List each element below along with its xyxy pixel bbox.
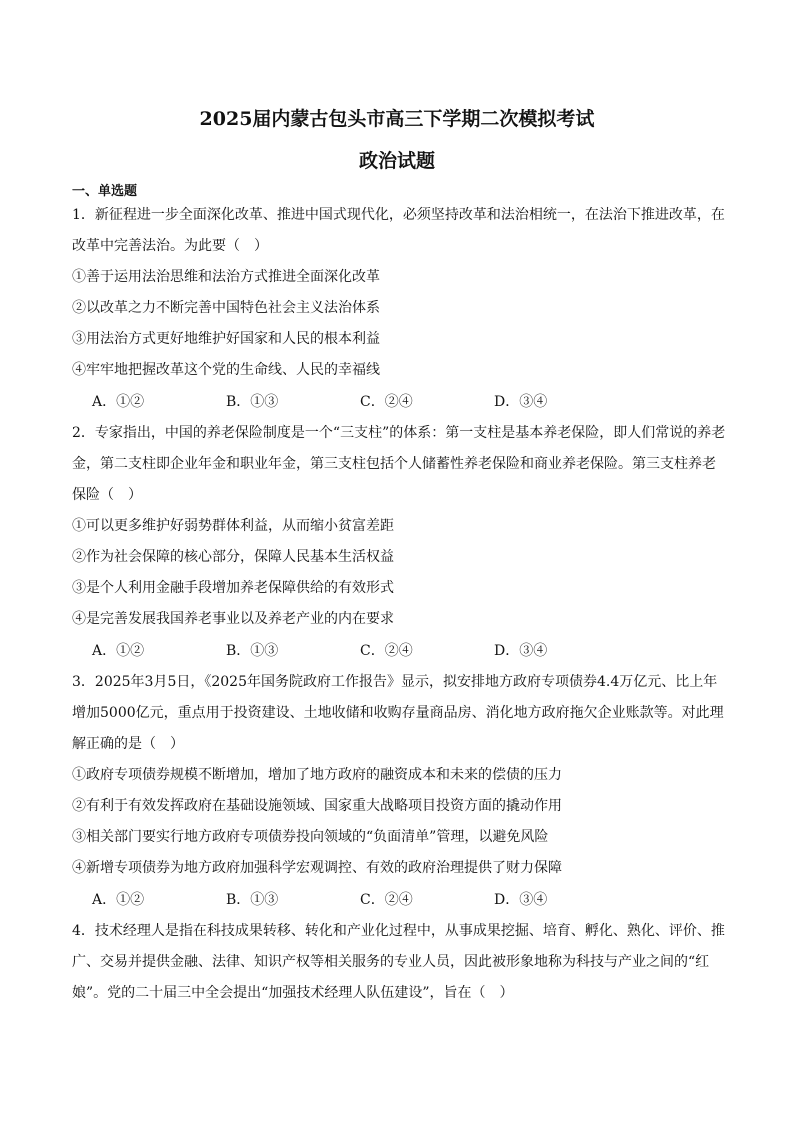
question-3-stem-line: 3．2025年3月5日，《2025年国务院政府工作报告》显示，拟安排地方政府专项债券4.4万亿元、比上年 <box>72 674 718 690</box>
option-c[interactable]: C．②④ <box>360 643 413 659</box>
option-a[interactable]: A．①② <box>92 394 145 410</box>
question-4-stem-line: 娘”。党的二十届三中全会提出“加强技术经理人队伍建设”，旨在（ ） <box>72 985 514 1001</box>
question-2-statement: ①可以更多维护好弱势群体利益，从而缩小贫富差距 <box>72 518 394 534</box>
option-d[interactable]: D．③④ <box>494 643 548 659</box>
option-b[interactable]: B．①③ <box>226 892 279 908</box>
option-b[interactable]: B．①③ <box>226 643 279 659</box>
question-3-statement: ②有利于有效发挥政府在基础设施领域、国家重大战略项目投资方面的撬动作用 <box>72 798 562 814</box>
option-b[interactable]: B．①③ <box>226 394 279 410</box>
question-1-options <box>92 392 628 412</box>
question-2-stem-line: 金，第二支柱即企业年金和职业年金，第三支柱包括个人储蓄性养老保险和商业养老保险。第三支柱养老 <box>72 456 716 472</box>
question-1-statement: ④牢牢地把握改革这个党的生命线、人民的幸福线 <box>72 362 380 378</box>
question-3-statement: ①政府专项债券规模不断增加，增加了地方政府的融资成本和未来的偿债的压力 <box>72 767 562 783</box>
question-3-statement: ③相关部门要实行地方政府专项债券投向领域的“负面清单”管理，以避免风险 <box>72 829 549 845</box>
option-c[interactable]: C．②④ <box>360 394 413 410</box>
question-1-statement: ②以改革之力不断完善中国特色社会主义法治体系 <box>72 300 380 316</box>
option-d[interactable]: D．③④ <box>494 892 548 908</box>
question-1-stem-line: 1．新征程进一步全面深化改革、推进中国式现代化，必须坚持改革和法治相统一，在法治下推进改革，在 <box>72 207 725 223</box>
question-3-stem-line: 解正确的是（ ） <box>72 736 184 752</box>
option-c[interactable]: C．②④ <box>360 892 413 908</box>
question-3-options <box>92 890 628 910</box>
question-3-stem-line: 增加5000亿元，重点用于投资建设、土地收储和收购存量商品房、消化地方政府拖欠企业账款等。对此理 <box>72 705 724 721</box>
exam-title: 2025届内蒙古包头市高三下学期二次模拟考试 <box>199 108 595 130</box>
question-2-statement: ④是完善发展我国养老事业以及养老产业的内在要求 <box>72 611 394 627</box>
option-a[interactable]: A．①② <box>92 892 145 908</box>
question-2-options <box>92 641 628 661</box>
question-2-statement: ③是个人利用金融手段增加养老保障供给的有效形式 <box>72 580 394 596</box>
question-2-stem-line: 保险（ ） <box>72 487 142 503</box>
question-1-stem-line: 改革中完善法治。为此要（ ） <box>72 238 268 254</box>
option-a[interactable]: A．①② <box>92 643 145 659</box>
section-label: 一、单选题 <box>72 184 138 199</box>
question-1-statement: ①善于运用法治思维和法治方式推进全面深化改革 <box>72 269 380 285</box>
question-3-statement: ④新增专项债券为地方政府加强科学宏观调控、有效的政府治理提供了财力保障 <box>72 860 562 876</box>
exam-subtitle: 政治试题 <box>358 150 435 172</box>
question-4-stem-line: 广、交易并提供金融、法律、知识产权等相关服务的专业人员，因此被形象地称为科技与产业之间的“红 <box>72 954 710 970</box>
question-1-statement: ③用法治方式更好地维护好国家和人民的根本利益 <box>72 331 380 347</box>
question-2-statement: ②作为社会保障的核心部分，保障人民基本生活权益 <box>72 549 394 565</box>
question-2-stem-line: 2．专家指出，中国的养老保险制度是一个“三支柱”的体系：第一支柱是基本养老保险，即人们常说的养老 <box>72 425 726 441</box>
question-4-stem-line: 4．技术经理人是指在科技成果转移、转化和产业化过程中，从事成果挖掘、培育、孵化、熟化、评价、推 <box>72 923 725 939</box>
option-d[interactable]: D．③④ <box>494 394 548 410</box>
